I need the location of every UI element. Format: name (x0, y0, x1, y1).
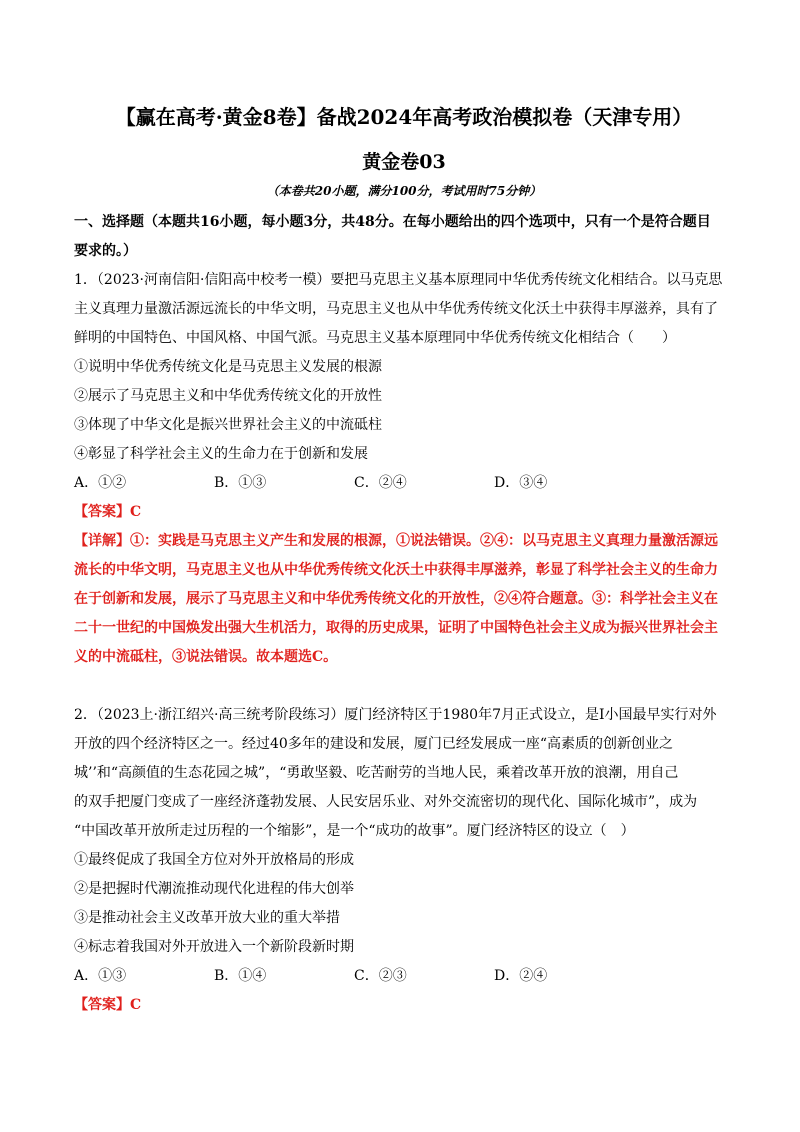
question-stem-line: “中国改革开放所走过历程的一个缩影”，是一个“成功的故事”。厦门经济特区的设立（ ） (74, 823, 635, 839)
explanation-line: 【详解】①：实践是马克思主义产生和发展的根源，①说法错误。②④：以马克思主义真理力量激活源远 (74, 533, 718, 549)
statement-item: ③体现了中华文化是振兴世界社会主义的中流砥柱 (74, 417, 382, 433)
question-stem-line: 2．（2023上·浙江绍兴·高三统考阶段练习）厦门经济特区于1980年7月正式设立，是I小国最早实行对外 (74, 707, 717, 723)
question-stem-line: 的双手把厦门变成了一座经济蓬勃发展、人民安居乐业、对外交流密切的现代化、国际化城市”，成为 (74, 794, 698, 810)
sub-title: 黄金卷03 (362, 151, 446, 173)
option-d: D．③④ (494, 475, 548, 491)
main-title: 【赢在高考·黄金8卷】备战2024年高考政治模拟卷（天津专用） (115, 105, 693, 129)
statement-item: ③是推动社会主义改革开放大业的重大举措 (74, 910, 340, 926)
option-a: A．①② (74, 475, 127, 491)
question-stem-line: 主义真理力量激活源远流长的中华文明，马克思主义也从中华优秀传统文化沃土中获得丰厚滋养，具有了 (74, 301, 718, 317)
exam-note: （本卷共20小题，满分100分，考试用时75分钟） (266, 184, 542, 198)
option-c: C．②③ (354, 968, 407, 984)
question-stem-line: 鲜明的中国特色、中国风格、中国气派。马克思主义基本原理同中华优秀传统文化相结合（ ） (74, 330, 676, 346)
question-stem-line: 1．（2023·河南信阳·信阳高中校考一模）要把马克思主义基本原理同中华优秀传统文化相结合。以马克思 (74, 272, 723, 288)
question-stem-line: 城’’和“高颜值的生态花园之城”，“勇敢坚毅、吃苦耐劳的当地人民，乘着改革开放的浪潮，用自己 (74, 765, 679, 781)
section-heading-line: 一、选择题（本题共16小题，每小题3分，共48分。在每小题给出的四个选项中，只有一个是符合题目 (74, 214, 711, 230)
explanation-line: 在于创新和发展，展示了马克思主义和中华优秀传统文化的开放性，②④符合题意。③：科学社会主义在 (74, 591, 718, 607)
statement-item: ②展示了马克思主义和中华优秀传统文化的开放性 (74, 388, 382, 404)
statement-item: ①说明中华优秀传统文化是马克思主义发展的根源 (74, 359, 382, 375)
question-1 (74, 266, 734, 672)
answer-label: 【答案】C (74, 504, 142, 520)
explanation-line: 义的中流砥柱，③说法错误。故本题选C。 (74, 649, 338, 665)
statement-item: ④标志着我国对外开放进入一个新阶段新时期 (74, 939, 354, 955)
question-stem-line: 开放的四个经济特区之一。经过40多年的建设和发展，厦门已经发展成一座“高素质的创新创业之 (74, 736, 673, 752)
statement-item: ①最终促成了我国全方位对外开放格局的形成 (74, 852, 354, 868)
answer-label: 【答案】C (74, 997, 142, 1013)
explanation-line: 二十一世纪的中国焕发出强大生机活力，取得的历史成果，证明了中国特色社会主义成为振兴世界社会主 (74, 620, 718, 636)
option-d: D．②④ (494, 968, 548, 984)
answer-options (74, 962, 734, 991)
option-b: B．①③ (214, 475, 267, 491)
option-a: A．①③ (74, 968, 127, 984)
explanation-line: 流长的中华文明，马克思主义也从中华优秀传统文化沃土中获得丰厚滋养，彰显了科学社会主义的生命力 (74, 562, 718, 578)
statement-item: ④彰显了科学社会主义的生命力在于创新和发展 (74, 446, 368, 462)
section-heading (74, 208, 734, 266)
question-2 (74, 701, 734, 1020)
statement-item: ②是把握时代潮流推动现代化进程的伟大创举 (74, 881, 354, 897)
option-c: C．②④ (354, 475, 407, 491)
option-b: B．①④ (214, 968, 267, 984)
answer-options (74, 469, 734, 498)
section-heading-line: 要求的。） (74, 243, 137, 259)
